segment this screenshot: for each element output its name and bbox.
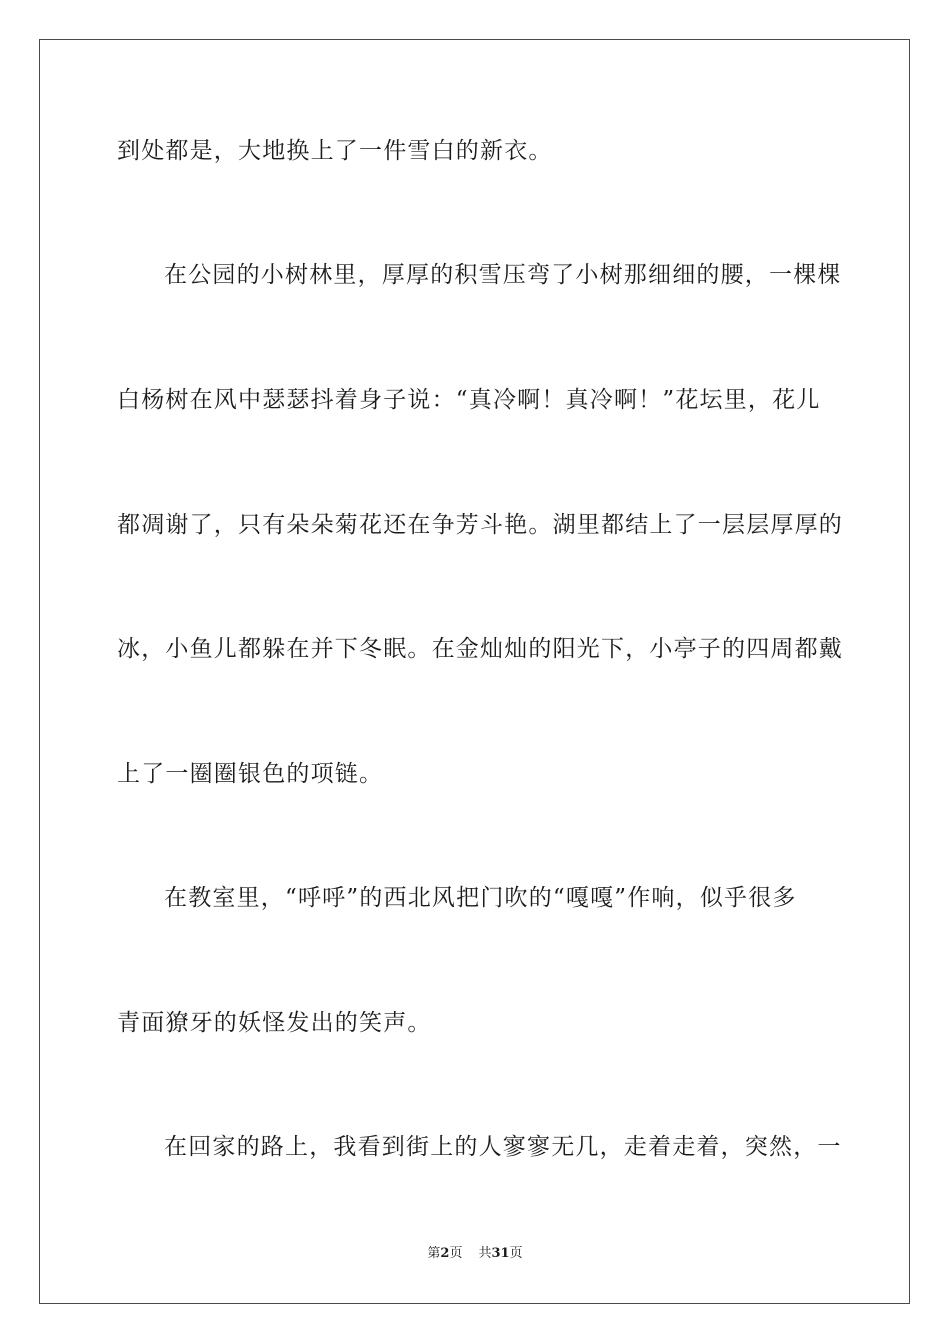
page-label-prefix: 第 <box>427 1246 441 1261</box>
page-number: 2 <box>440 1246 450 1261</box>
text-line: 青面獠牙的妖怪发出的笑声。 <box>117 1010 432 1036</box>
total-pages: 31 <box>491 1246 510 1261</box>
paragraph-start-line: 在教室里，“呼呼”的西北风把门吹的“嘎嘎”作响，似乎很多 <box>164 885 797 911</box>
page-footer <box>0 1246 950 1262</box>
page-border <box>39 39 910 1304</box>
paragraph-start-line: 在回家的路上，我看到街上的人寥寥无几，走着走着，突然，一 <box>164 1134 842 1160</box>
text-line: 都凋谢了，只有朵朵菊花还在争芳斗艳。湖里都结上了一层层厚厚的 <box>117 512 843 538</box>
text-line: 冰，小鱼儿都躲在并下冬眠。在金灿灿的阳光下，小亭子的四周都戴 <box>117 636 843 662</box>
paragraph-start-line: 在公园的小树林里，厚厚的积雪压弯了小树那细细的腰，一棵棵 <box>164 262 842 288</box>
text-line: 到处都是，大地换上了一件雪白的新衣。 <box>117 138 553 164</box>
text-line: 上了一圈圈银色的项链。 <box>117 761 384 787</box>
total-label-suffix: 页 <box>509 1246 523 1261</box>
text-line: 白杨树在风中瑟瑟抖着身子说：“真冷啊！真冷啊！”花坛里，花儿 <box>117 387 821 413</box>
total-label-prefix: 共 <box>478 1246 492 1261</box>
page-label-suffix: 页 <box>449 1246 463 1261</box>
